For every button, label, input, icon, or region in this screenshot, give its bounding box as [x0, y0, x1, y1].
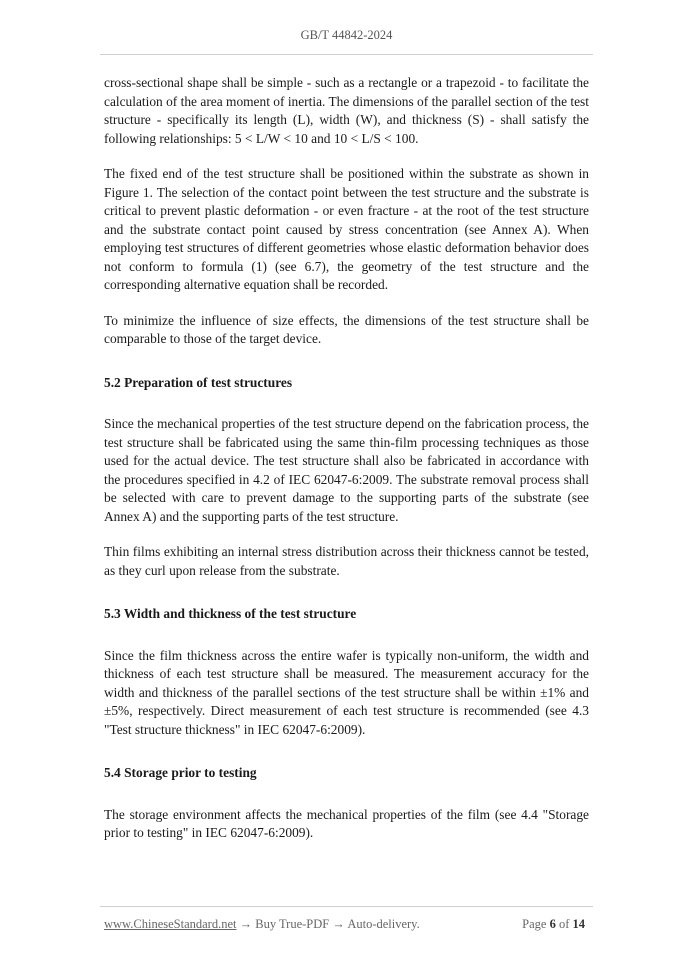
paragraph-width-thickness: Since the film thickness across the entire wafer is typically non-uniform, the width and thickness of each test structure shall be measured. The measurement accuracy for the width and thickness of the parallel sections of the test structure shall be within ±1% and ±5%, respectively. Direct measurement of each test structure is recommended (see 4.3 "Test structure thickness" in IEC 62047-6:2009).	[104, 647, 589, 737]
page-counter	[522, 917, 585, 932]
paragraph-fixed-end: The fixed end of the test structure shall be positioned within the substrate as shown in Figure 1. The selection of the contact point between the test structure and the substrate is critical to prevent plastic deformation - or even fracture - at the root of the test structure and the substrate contact point caused by stress concentration (see Annex A). When employing test structures of different geometries whose elastic deformation behavior does not conform to formula (1) (see 6.7), the geometry of the test structure and the corresponding alternative equation shall be recorded.	[104, 166, 589, 292]
footer-promo	[104, 917, 420, 932]
page-total: 14	[572, 917, 585, 931]
document-id-header: GB/T 44842-2024	[300, 28, 393, 42]
header-divider	[100, 54, 593, 55]
paragraph-cross-section: cross-sectional shape shall be simple - such as a rectangle or a trapezoid - to facilitate the calculation of the area moment of inertia. The dimensions of the parallel section of the test structure - specifically its length (L), width (W), and thickness (S) - shall satisfy the following relationships: 5 < L/W < 10 and 10 < L/S < 100.	[104, 75, 589, 146]
page-number: 6	[549, 917, 556, 931]
page-label: Page	[522, 917, 547, 931]
section-heading-5-4: 5.4 Storage prior to testing	[104, 765, 257, 780]
paragraph-internal-stress: Thin films exhibiting an internal stress distribution across their thickness cannot be tested, as they curl upon release from the substrate.	[104, 544, 589, 578]
arrow-icon: →	[332, 917, 345, 931]
website-link[interactable]: www.ChineseStandard.net	[104, 917, 237, 931]
of-label: of	[558, 917, 570, 931]
footer-divider	[100, 906, 593, 907]
section-heading-5-3: 5.3 Width and thickness of the test structure	[104, 606, 357, 621]
arrow-icon: →	[239, 917, 253, 931]
auto-delivery-text: Auto-delivery.	[347, 917, 420, 931]
section-heading-5-2: 5.2 Preparation of test structures	[104, 374, 293, 390]
paragraph-size-effects: To minimize the influence of size effects, the dimensions of the test structure shall be comparable to those of the target device.	[104, 312, 589, 346]
paragraph-storage: The storage environment affects the mechanical properties of the film (see 4.4 "Storage prior to testing" in IEC 62047-6:2009).	[104, 806, 589, 840]
paragraph-fabrication: Since the mechanical properties of the test structure depend on the fabrication process, the test structure shall be fabricated using the same thin-film processing techniques as those used for the actual device. The test structure shall also be fabricated in accordance with the procedures specified in 4.2 of IEC 62047-6:2009. The substrate removal process shall be selected with care to prevent damage to the supporting parts of the substrate (see Annex A) and the supporting parts of the test structure.	[104, 416, 589, 524]
page-body	[104, 74, 589, 860]
buy-true-pdf-text: Buy True-PDF	[255, 917, 330, 931]
